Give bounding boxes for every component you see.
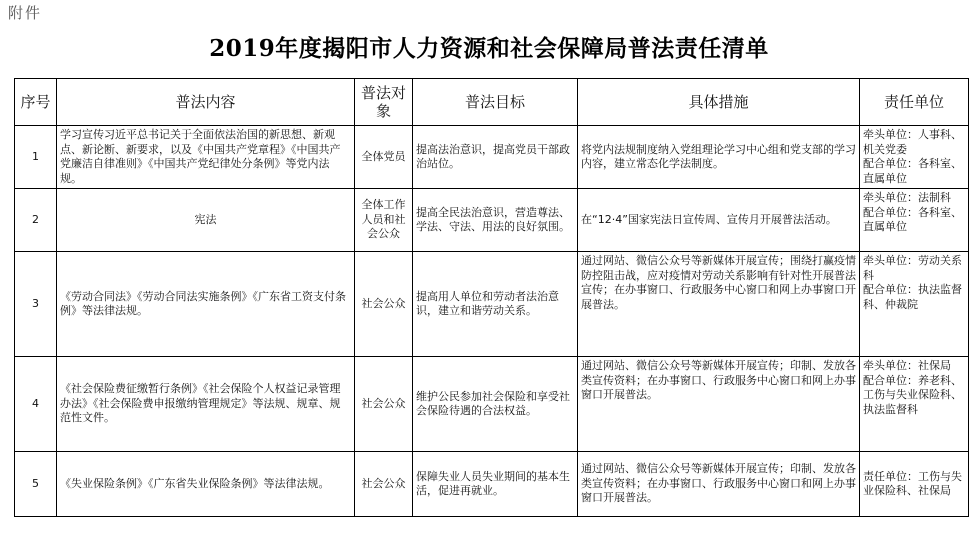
row-target: 全体工作人员和社会公众 xyxy=(355,189,413,252)
row-measures: 在“12·4”国家宪法日宣传周、宣传月开展普法活动。 xyxy=(578,189,860,252)
row-no: 3 xyxy=(15,252,57,357)
header-no: 序号 xyxy=(15,79,57,126)
row-no: 5 xyxy=(15,452,57,517)
row-measures: 通过网站、微信公众号等新媒体开展宣传；印制、发放各类宣传资料；在办事窗口、行政服务中心窗口和网上办事窗口开展普法。 xyxy=(578,452,860,517)
table-row xyxy=(15,189,969,252)
row-no: 4 xyxy=(15,357,57,452)
row-content: 《失业保险条例》《广东省失业保险条例》等法律法规。 xyxy=(57,452,355,517)
responsible-support: 配合单位：各科室、直属单位 xyxy=(863,205,962,233)
row-target: 社会公众 xyxy=(355,252,413,357)
responsible-support: 配合单位：各科室、直属单位 xyxy=(863,157,962,185)
responsible-lead: 牵头单位：人事科、机关党委 xyxy=(863,128,962,156)
header-measures: 具体措施 xyxy=(578,79,860,126)
row-goal: 提高用人单位和劳动者法治意识，建立和谐劳动关系。 xyxy=(413,252,578,357)
responsibility-table xyxy=(14,78,969,517)
row-goal: 维护公民参加社会保险和享受社会保险待遇的合法权益。 xyxy=(413,357,578,452)
row-no: 1 xyxy=(15,126,57,189)
responsible-lead: 责任单位：工伤与失业保险科、社保局 xyxy=(863,469,962,497)
row-target: 社会公众 xyxy=(355,452,413,517)
table-header-row xyxy=(15,79,969,126)
row-responsible xyxy=(860,126,969,189)
responsible-support: 配合单位：执法监督科、仲裁院 xyxy=(863,283,962,311)
table-row xyxy=(15,357,969,452)
row-goal: 提高全民法治意识，营造尊法、学法、守法、用法的良好氛围。 xyxy=(413,189,578,252)
header-responsible: 责任单位 xyxy=(860,79,969,126)
row-responsible xyxy=(860,357,969,452)
row-no: 2 xyxy=(15,189,57,252)
responsible-lead: 牵头单位：劳动关系科 xyxy=(863,254,962,282)
responsible-support: 配合单位：养老科、工伤与失业保险科、执法监督科 xyxy=(863,373,962,416)
row-responsible xyxy=(860,452,969,517)
header-goal: 普法目标 xyxy=(413,79,578,126)
row-goal: 提高法治意识，提高党员干部政治站位。 xyxy=(413,126,578,189)
row-measures: 通过网站、微信公众号等新媒体开展宣传；印制、发放各类宣传资料；在办事窗口、行政服务中心窗口和网上办事窗口开展普法。 xyxy=(578,357,860,452)
row-target: 全体党员 xyxy=(355,126,413,189)
attachment-label: 附件 xyxy=(8,4,43,22)
header-content: 普法内容 xyxy=(57,79,355,126)
row-goal: 保障失业人员失业期间的基本生活，促进再就业。 xyxy=(413,452,578,517)
row-responsible xyxy=(860,189,969,252)
table-row xyxy=(15,126,969,189)
row-responsible xyxy=(860,252,969,357)
row-content: 宪法 xyxy=(57,189,355,252)
table-row xyxy=(15,252,969,357)
table-row xyxy=(15,452,969,517)
responsible-lead: 牵头单位：法制科 xyxy=(863,191,951,204)
page-title: 2019年度揭阳市人力资源和社会保障局普法责任清单 xyxy=(209,35,769,62)
responsible-lead: 牵头单位：社保局 xyxy=(863,359,951,372)
row-content: 《劳动合同法》《劳动合同法实施条例》《广东省工资支付条例》等法律法规。 xyxy=(57,252,355,357)
row-content: 学习宣传习近平总书记关于全面依法治国的新思想、新观点、新论断、新要求，以及《中国共产党章程》《中国共产党廉洁自律准则》《中国共产党纪律处分条例》等党内法规。 xyxy=(57,126,355,189)
row-measures: 将党内法规制度纳入党组理论学习中心组和党支部的学习内容，建立常态化学法制度。 xyxy=(578,126,860,189)
row-measures: 通过网站、微信公众号等新媒体开展宣传；围绕打赢疫情防控阻击战，应对疫情对劳动关系影响有针对性开展普法宣传；在办事窗口、行政服务中心窗口和网上办事窗口开展普法。 xyxy=(578,252,860,357)
row-target: 社会公众 xyxy=(355,357,413,452)
row-content: 《社会保险费征缴暂行条例》《社会保险个人权益记录管理办法》《社会保险费申报缴纳管理规定》等法规、规章、规范性文件。 xyxy=(57,357,355,452)
header-target: 普法对象 xyxy=(355,79,413,126)
